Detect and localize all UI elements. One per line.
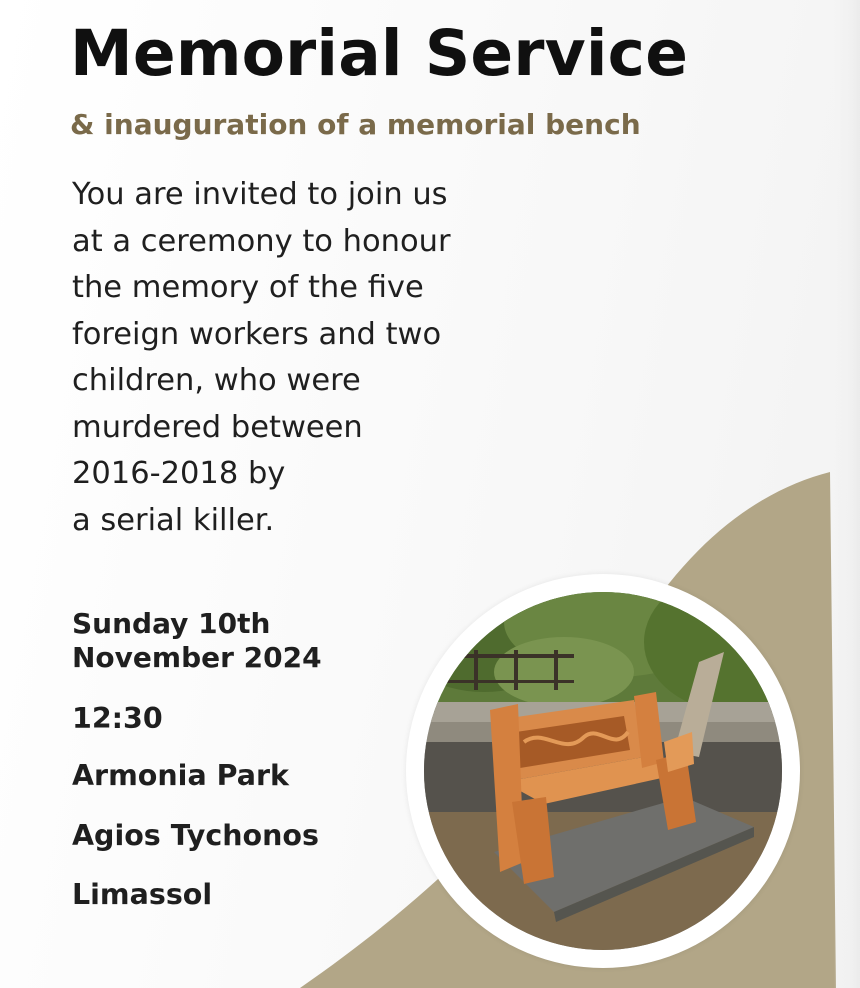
event-venue: Armonia Park <box>72 759 289 792</box>
invitation-line: 2016-2018 by <box>72 456 286 491</box>
invitation-line: the memory of the five <box>72 270 424 305</box>
invitation-line: a serial killer. <box>72 502 275 538</box>
event-details <box>72 607 392 911</box>
event-time: 12:30 <box>72 702 163 735</box>
invitation-line: You are invited to join us <box>72 177 448 212</box>
bench-photo-illustration <box>424 592 782 950</box>
invitation-line: children, who were <box>72 363 361 398</box>
event-date-line2: November 2024 <box>72 641 322 674</box>
page-title: Memorial Service <box>70 17 689 90</box>
event-date <box>72 607 392 675</box>
bench-photo <box>424 592 782 950</box>
event-date-line1: Sunday 10th <box>72 607 271 640</box>
invitation-line: murdered between <box>72 409 363 445</box>
invitation-text <box>72 172 492 544</box>
event-city: Limassol <box>72 878 213 911</box>
event-area: Agios Tychonos <box>72 819 319 852</box>
page-edge <box>834 0 860 988</box>
page-subtitle: & inauguration of a memorial bench <box>70 108 641 141</box>
invitation-line: at a ceremony to honour <box>72 223 451 259</box>
invitation-line: foreign workers and two <box>72 316 442 352</box>
